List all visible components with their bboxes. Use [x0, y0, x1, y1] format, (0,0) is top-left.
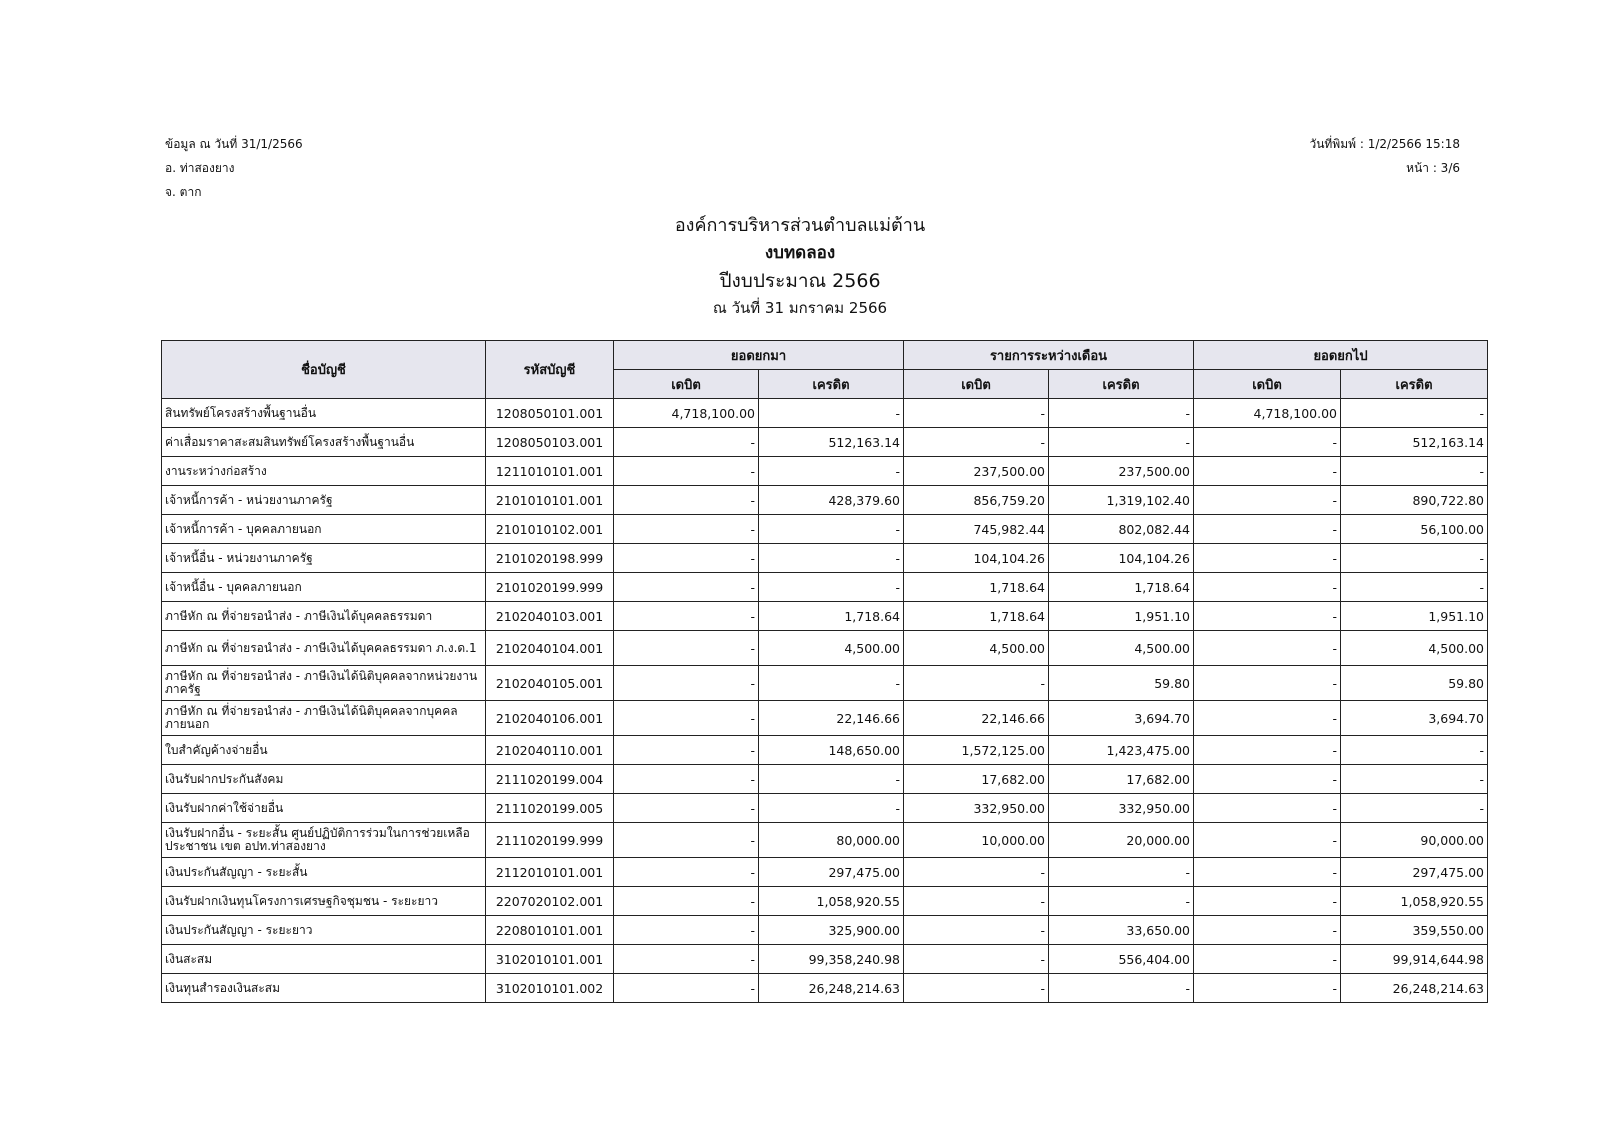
bf-credit-cell: 297,475.00: [759, 858, 904, 887]
month-credit-cell: 33,650.00: [1049, 916, 1194, 945]
table-row: [162, 794, 1488, 823]
account-name-cell: เจ้าหนี้อื่น - หน่วยงานภาครัฐ: [162, 544, 486, 573]
report-meta-right: [1309, 132, 1460, 180]
table-body: [162, 399, 1488, 1003]
bf-debit-cell: -: [614, 428, 759, 457]
month-debit-cell: -: [904, 916, 1049, 945]
bf-debit-cell: -: [614, 515, 759, 544]
bf-credit-cell: 512,163.14: [759, 428, 904, 457]
month-debit-cell: 745,982.44: [904, 515, 1049, 544]
month-debit-cell: 4,500.00: [904, 631, 1049, 666]
cf-credit-cell: 3,694.70: [1341, 701, 1488, 736]
header-bf-debit: เดบิต: [614, 370, 759, 399]
month-debit-cell: -: [904, 887, 1049, 916]
month-credit-cell: -: [1049, 858, 1194, 887]
bf-debit-cell: -: [614, 457, 759, 486]
month-debit-cell: 1,718.64: [904, 573, 1049, 602]
table-row: [162, 765, 1488, 794]
cf-debit-cell: -: [1194, 916, 1341, 945]
month-credit-cell: 802,082.44: [1049, 515, 1194, 544]
table-row: [162, 399, 1488, 428]
print-date: วันที่พิมพ์ : 1/2/2566 15:18: [1309, 137, 1460, 151]
month-debit-cell: 332,950.00: [904, 794, 1049, 823]
account-code-cell: 2208010101.001: [486, 916, 614, 945]
month-credit-cell: 1,319,102.40: [1049, 486, 1194, 515]
header-account-code: รหัสบัญชี: [486, 341, 614, 399]
table-row: [162, 974, 1488, 1003]
account-code-cell: 2102040104.001: [486, 631, 614, 666]
bf-credit-cell: 325,900.00: [759, 916, 904, 945]
organization-name: องค์การบริหารส่วนตำบลแม่ต้าน: [674, 215, 926, 236]
bf-debit-cell: -: [614, 573, 759, 602]
table-row: [162, 544, 1488, 573]
cf-debit-cell: -: [1194, 974, 1341, 1003]
header-cf-debit: เดบิต: [1194, 370, 1341, 399]
cf-credit-cell: 1,951.10: [1341, 602, 1488, 631]
cf-debit-cell: -: [1194, 858, 1341, 887]
account-code-cell: 3102010101.002: [486, 974, 614, 1003]
trial-balance-table: [161, 340, 1488, 1003]
month-credit-cell: 1,423,475.00: [1049, 736, 1194, 765]
data-date: ข้อมูล ณ วันที่ 31/1/2566: [165, 137, 303, 151]
account-code-cell: 2111020199.005: [486, 794, 614, 823]
table-row: [162, 823, 1488, 858]
account-name-cell: ค่าเสื่อมราคาสะสมสินทรัพย์โครงสร้างพื้นฐานอื่น: [162, 428, 486, 457]
report-titles: [0, 212, 1600, 320]
page-number: หน้า : 3/6: [1406, 161, 1460, 175]
bf-debit-cell: 4,718,100.00: [614, 399, 759, 428]
month-credit-cell: 332,950.00: [1049, 794, 1194, 823]
account-name-cell: เงินรับฝากอื่น - ระยะสั้น ศูนย์ปฏิบัติการร่วมในการช่วยเหลือประชาชน เขต อปท.ท่าสองยาง: [162, 823, 486, 858]
month-credit-cell: 59.80: [1049, 666, 1194, 701]
month-debit-cell: 237,500.00: [904, 457, 1049, 486]
bf-credit-cell: 26,248,214.63: [759, 974, 904, 1003]
month-credit-cell: -: [1049, 974, 1194, 1003]
bf-debit-cell: -: [614, 916, 759, 945]
month-debit-cell: 10,000.00: [904, 823, 1049, 858]
cf-credit-cell: -: [1341, 794, 1488, 823]
account-code-cell: 1208050101.001: [486, 399, 614, 428]
cf-debit-cell: 4,718,100.00: [1194, 399, 1341, 428]
cf-debit-cell: -: [1194, 945, 1341, 974]
month-debit-cell: 17,682.00: [904, 765, 1049, 794]
bf-debit-cell: -: [614, 736, 759, 765]
table-row: [162, 428, 1488, 457]
cf-debit-cell: -: [1194, 666, 1341, 701]
bf-credit-cell: -: [759, 794, 904, 823]
account-name-cell: เงินทุนสำรองเงินสะสม: [162, 974, 486, 1003]
cf-credit-cell: 297,475.00: [1341, 858, 1488, 887]
account-name-cell: เงินประกันสัญญา - ระยะยาว: [162, 916, 486, 945]
month-debit-cell: -: [904, 399, 1049, 428]
month-credit-cell: 556,404.00: [1049, 945, 1194, 974]
table-row: [162, 486, 1488, 515]
bf-debit-cell: -: [614, 974, 759, 1003]
table-row: [162, 573, 1488, 602]
bf-debit-cell: -: [614, 823, 759, 858]
account-code-cell: 2101010101.001: [486, 486, 614, 515]
account-name-cell: เจ้าหนี้การค้า - บุคคลภายนอก: [162, 515, 486, 544]
account-code-cell: 2101020198.999: [486, 544, 614, 573]
table-row: [162, 515, 1488, 544]
bf-debit-cell: -: [614, 858, 759, 887]
account-name-cell: เงินสะสม: [162, 945, 486, 974]
cf-debit-cell: -: [1194, 544, 1341, 573]
month-debit-cell: 1,718.64: [904, 602, 1049, 631]
month-credit-cell: 3,694.70: [1049, 701, 1194, 736]
cf-credit-cell: 4,500.00: [1341, 631, 1488, 666]
cf-debit-cell: -: [1194, 428, 1341, 457]
table-row: [162, 701, 1488, 736]
cf-credit-cell: -: [1341, 736, 1488, 765]
cf-debit-cell: -: [1194, 701, 1341, 736]
bf-credit-cell: 148,650.00: [759, 736, 904, 765]
cf-credit-cell: 512,163.14: [1341, 428, 1488, 457]
bf-credit-cell: 4,500.00: [759, 631, 904, 666]
bf-credit-cell: -: [759, 666, 904, 701]
account-name-cell: เงินรับฝากประกันสังคม: [162, 765, 486, 794]
bf-debit-cell: -: [614, 666, 759, 701]
cf-debit-cell: -: [1194, 736, 1341, 765]
month-debit-cell: 22,146.66: [904, 701, 1049, 736]
cf-debit-cell: -: [1194, 823, 1341, 858]
month-credit-cell: 237,500.00: [1049, 457, 1194, 486]
header-month-debit: เดบิต: [904, 370, 1049, 399]
account-code-cell: 2102040103.001: [486, 602, 614, 631]
month-debit-cell: -: [904, 666, 1049, 701]
account-code-cell: 1208050103.001: [486, 428, 614, 457]
header-during-month: รายการระหว่างเดือน: [904, 341, 1194, 370]
bf-debit-cell: -: [614, 945, 759, 974]
bf-debit-cell: -: [614, 794, 759, 823]
bf-debit-cell: -: [614, 887, 759, 916]
bf-credit-cell: 99,358,240.98: [759, 945, 904, 974]
account-name-cell: เงินรับฝากค่าใช้จ่ายอื่น: [162, 794, 486, 823]
table-row: [162, 602, 1488, 631]
month-credit-cell: 1,718.64: [1049, 573, 1194, 602]
month-credit-cell: 1,951.10: [1049, 602, 1194, 631]
account-code-cell: 3102010101.001: [486, 945, 614, 974]
cf-credit-cell: 90,000.00: [1341, 823, 1488, 858]
account-code-cell: 2111020199.004: [486, 765, 614, 794]
month-debit-cell: -: [904, 974, 1049, 1003]
report-meta-left: [165, 132, 303, 204]
table-row: [162, 916, 1488, 945]
cf-credit-cell: 56,100.00: [1341, 515, 1488, 544]
bf-credit-cell: -: [759, 765, 904, 794]
fiscal-year: ปีงบประมาณ 2566: [719, 270, 881, 292]
header-carried-forward: ยอดยกไป: [1194, 341, 1488, 370]
header-bf-credit: เครดิต: [759, 370, 904, 399]
month-credit-cell: 104,104.26: [1049, 544, 1194, 573]
bf-credit-cell: 1,058,920.55: [759, 887, 904, 916]
account-name-cell: ภาษีหัก ณ ที่จ่ายรอนำส่ง - ภาษีเงินได้บุคคลธรรมดา ภ.ง.ด.1: [162, 631, 486, 666]
table-row: [162, 858, 1488, 887]
cf-debit-cell: -: [1194, 457, 1341, 486]
month-credit-cell: -: [1049, 887, 1194, 916]
month-credit-cell: 20,000.00: [1049, 823, 1194, 858]
account-name-cell: เงินรับฝากเงินทุนโครงการเศรษฐกิจชุมชน - ระยะยาว: [162, 887, 486, 916]
header-month-credit: เครดิต: [1049, 370, 1194, 399]
header-cf-credit: เครดิต: [1341, 370, 1488, 399]
bf-debit-cell: -: [614, 602, 759, 631]
district: อ. ท่าสองยาง: [165, 161, 235, 175]
cf-credit-cell: -: [1341, 457, 1488, 486]
bf-credit-cell: -: [759, 399, 904, 428]
bf-debit-cell: -: [614, 631, 759, 666]
cf-debit-cell: -: [1194, 602, 1341, 631]
account-name-cell: งานระหว่างก่อสร้าง: [162, 457, 486, 486]
month-debit-cell: 856,759.20: [904, 486, 1049, 515]
cf-debit-cell: -: [1194, 765, 1341, 794]
cf-credit-cell: -: [1341, 544, 1488, 573]
account-name-cell: ภาษีหัก ณ ที่จ่ายรอนำส่ง - ภาษีเงินได้นิติบุคคลจากหน่วยงานภาครัฐ: [162, 666, 486, 701]
month-debit-cell: 1,572,125.00: [904, 736, 1049, 765]
month-credit-cell: 4,500.00: [1049, 631, 1194, 666]
account-code-cell: 2102040105.001: [486, 666, 614, 701]
account-code-cell: 2102040110.001: [486, 736, 614, 765]
month-debit-cell: -: [904, 858, 1049, 887]
table-row: [162, 631, 1488, 666]
bf-debit-cell: -: [614, 765, 759, 794]
province: จ. ตาก: [165, 185, 202, 199]
cf-credit-cell: -: [1341, 573, 1488, 602]
cf-debit-cell: -: [1194, 486, 1341, 515]
as-of-date: ณ วันที่ 31 มกราคม 2566: [712, 299, 888, 317]
cf-credit-cell: 890,722.80: [1341, 486, 1488, 515]
month-debit-cell: -: [904, 428, 1049, 457]
header-brought-forward: ยอดยกมา: [614, 341, 904, 370]
account-name-cell: ภาษีหัก ณ ที่จ่ายรอนำส่ง - ภาษีเงินได้บุคคลธรรมดา: [162, 602, 486, 631]
month-debit-cell: -: [904, 945, 1049, 974]
account-code-cell: 2207020102.001: [486, 887, 614, 916]
bf-credit-cell: 428,379.60: [759, 486, 904, 515]
cf-debit-cell: -: [1194, 515, 1341, 544]
table-row: [162, 945, 1488, 974]
month-credit-cell: -: [1049, 428, 1194, 457]
account-name-cell: ภาษีหัก ณ ที่จ่ายรอนำส่ง - ภาษีเงินได้นิติบุคคลจากบุคคลภายนอก: [162, 701, 486, 736]
account-name-cell: เจ้าหนี้การค้า - หน่วยงานภาครัฐ: [162, 486, 486, 515]
bf-debit-cell: -: [614, 486, 759, 515]
cf-credit-cell: 59.80: [1341, 666, 1488, 701]
account-code-cell: 2101010102.001: [486, 515, 614, 544]
account-code-cell: 2112010101.001: [486, 858, 614, 887]
report-title: งบทดลอง: [764, 243, 836, 263]
cf-debit-cell: -: [1194, 887, 1341, 916]
bf-credit-cell: 1,718.64: [759, 602, 904, 631]
cf-credit-cell: 1,058,920.55: [1341, 887, 1488, 916]
account-code-cell: 1211010101.001: [486, 457, 614, 486]
table-row: [162, 666, 1488, 701]
bf-credit-cell: 80,000.00: [759, 823, 904, 858]
table-row: [162, 457, 1488, 486]
bf-credit-cell: 22,146.66: [759, 701, 904, 736]
account-name-cell: สินทรัพย์โครงสร้างพื้นฐานอื่น: [162, 399, 486, 428]
account-name-cell: เจ้าหนี้อื่น - บุคคลภายนอก: [162, 573, 486, 602]
account-name-cell: เงินประกันสัญญา - ระยะสั้น: [162, 858, 486, 887]
cf-debit-cell: -: [1194, 794, 1341, 823]
bf-credit-cell: -: [759, 544, 904, 573]
bf-credit-cell: -: [759, 457, 904, 486]
account-name-cell: ใบสำคัญค้างจ่ายอื่น: [162, 736, 486, 765]
header-row-1: [162, 341, 1488, 370]
cf-credit-cell: 99,914,644.98: [1341, 945, 1488, 974]
cf-credit-cell: -: [1341, 765, 1488, 794]
bf-debit-cell: -: [614, 701, 759, 736]
account-code-cell: 2101020199.999: [486, 573, 614, 602]
table-row: [162, 736, 1488, 765]
cf-credit-cell: 359,550.00: [1341, 916, 1488, 945]
header-account-name: ชื่อบัญชี: [162, 341, 486, 399]
table-row: [162, 887, 1488, 916]
cf-credit-cell: -: [1341, 399, 1488, 428]
month-credit-cell: 17,682.00: [1049, 765, 1194, 794]
account-code-cell: 2102040106.001: [486, 701, 614, 736]
account-code-cell: 2111020199.999: [486, 823, 614, 858]
bf-credit-cell: -: [759, 515, 904, 544]
month-debit-cell: 104,104.26: [904, 544, 1049, 573]
cf-debit-cell: -: [1194, 631, 1341, 666]
bf-credit-cell: -: [759, 573, 904, 602]
cf-credit-cell: 26,248,214.63: [1341, 974, 1488, 1003]
month-credit-cell: -: [1049, 399, 1194, 428]
bf-debit-cell: -: [614, 544, 759, 573]
cf-debit-cell: -: [1194, 573, 1341, 602]
